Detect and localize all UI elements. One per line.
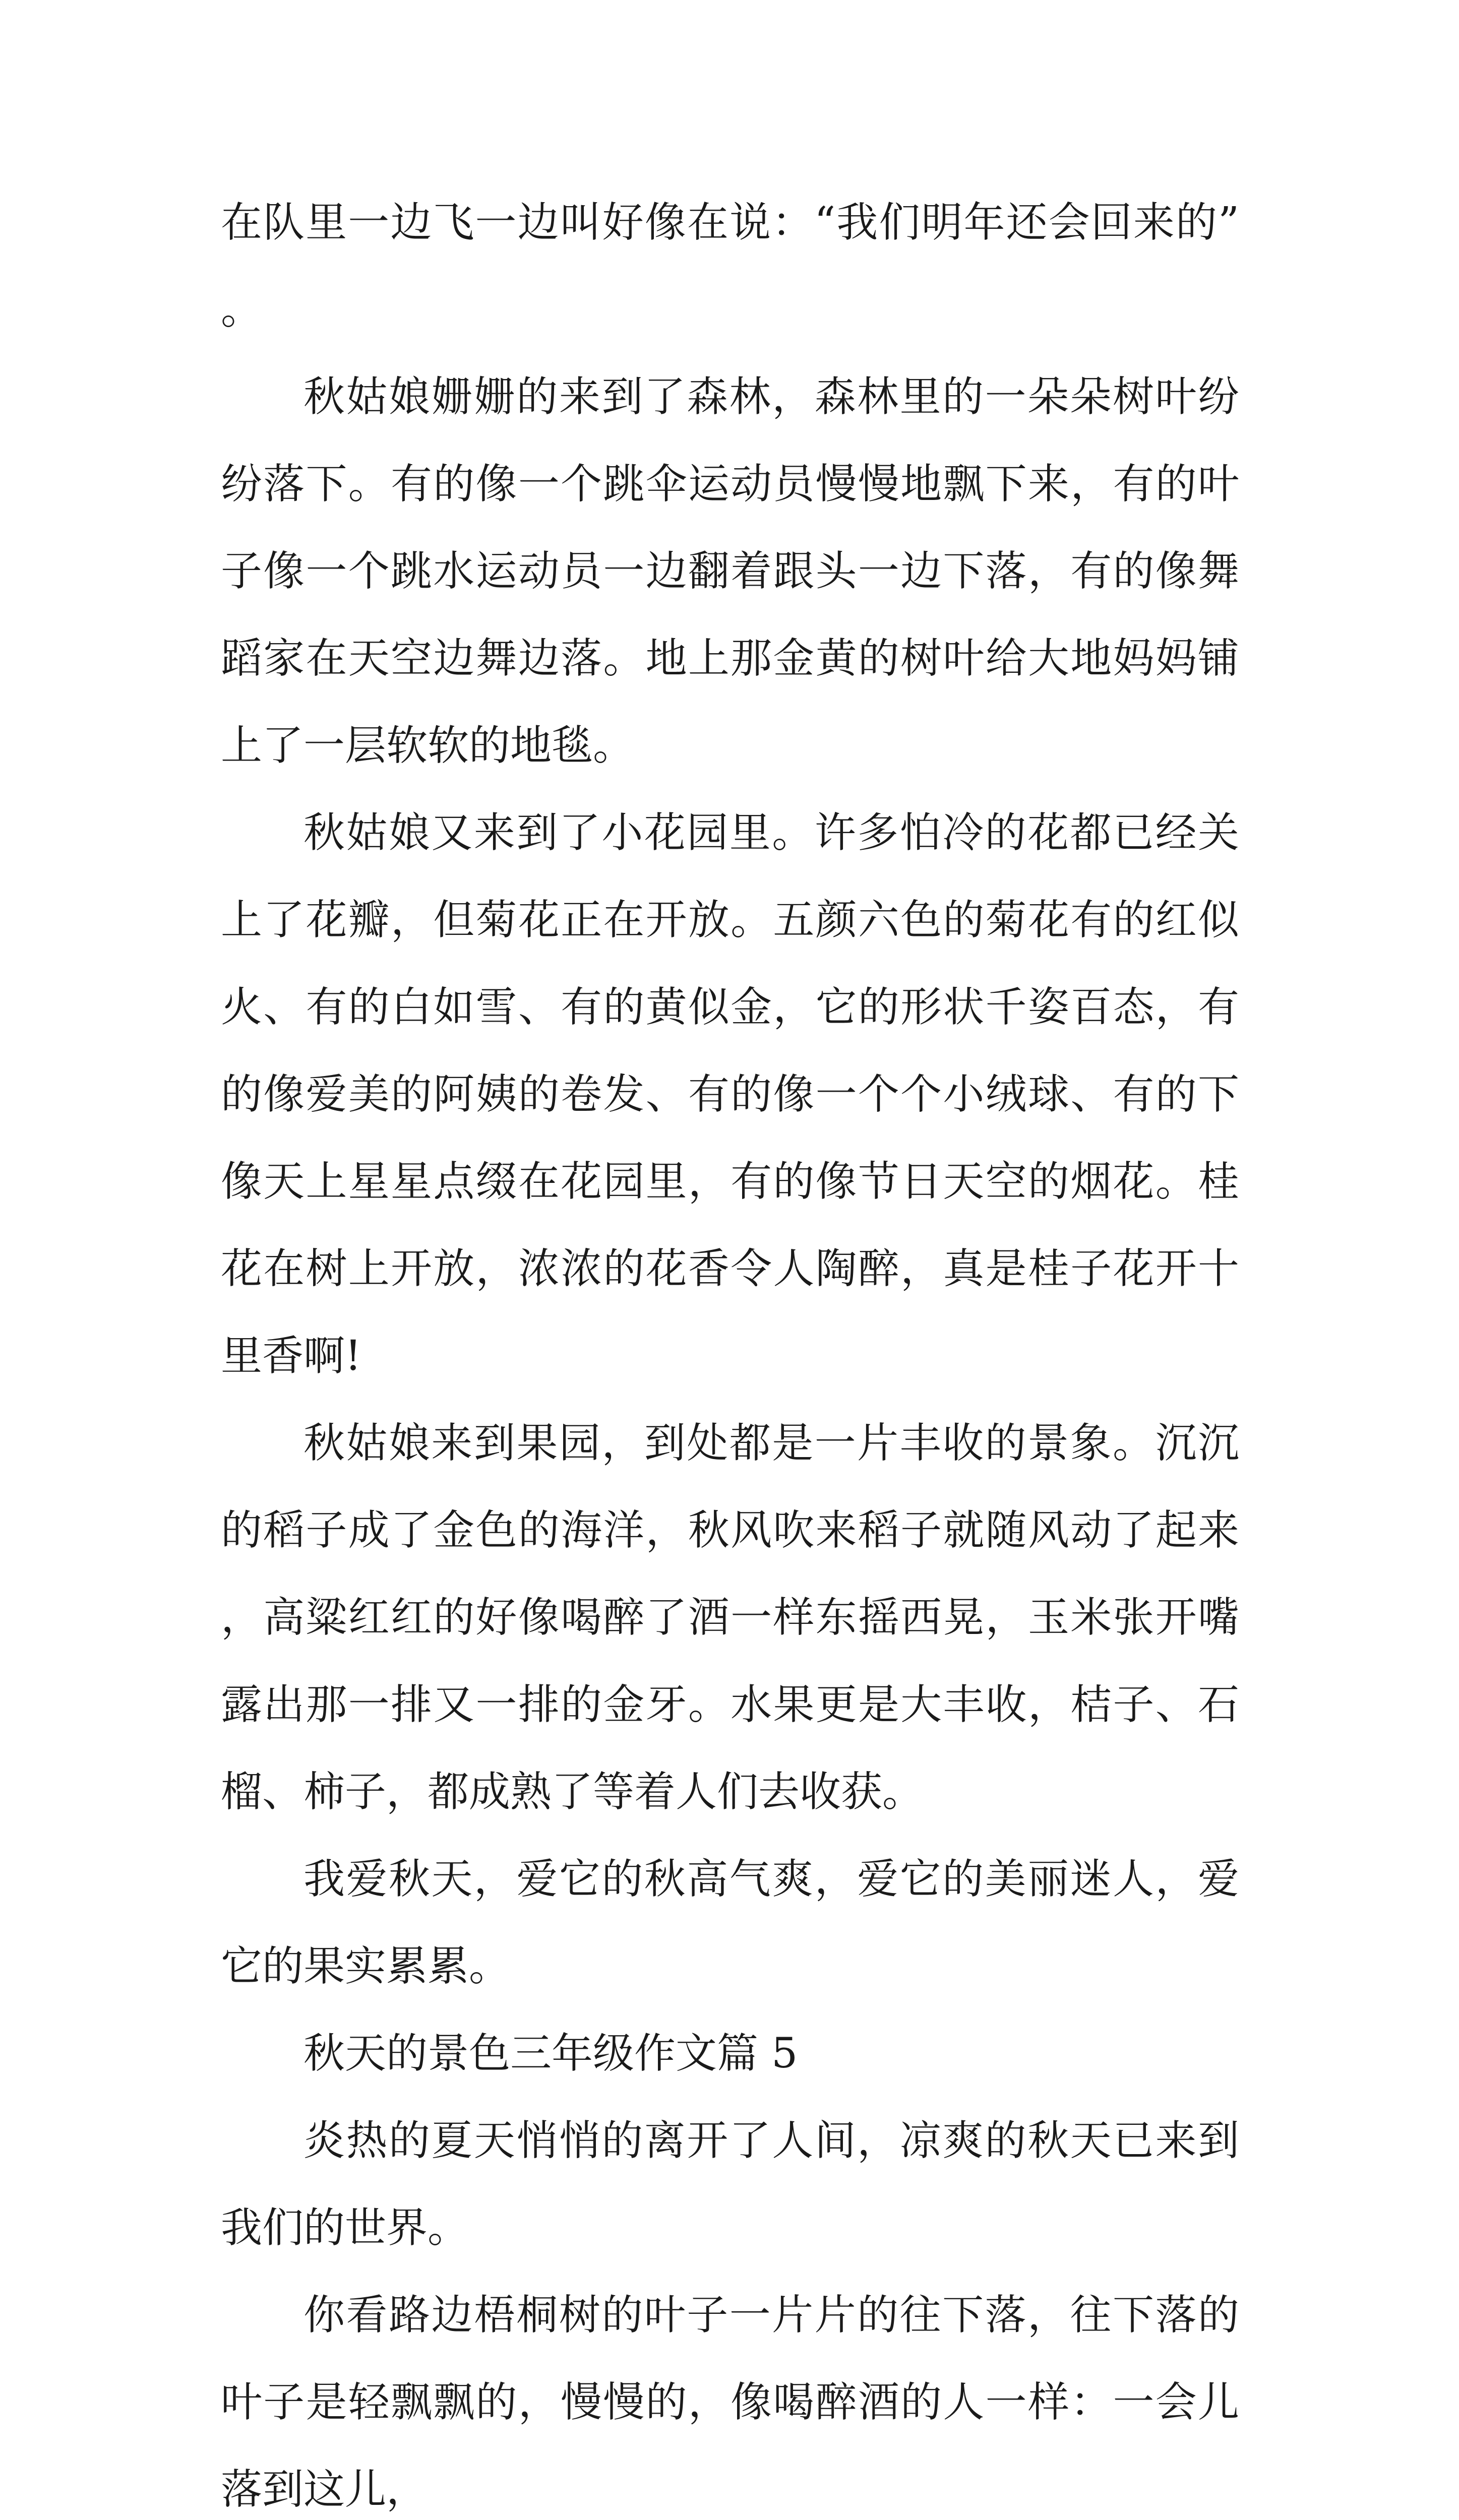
section-heading: 秋天的景色三年级作文篇 5 [303,2030,798,2077]
document-body [221,179,1239,2520]
paragraph-love-autumn: 我爱秋天，爱它的秋高气爽，爱它的美丽迷人，爱它的果实累累。 [221,1855,1239,1990]
paragraph-garden: 秋姑娘又来到了小花园里。许多怕冷的花都已经关上了花瓣，但菊花正在开放。五颜六色的菊花有的红似火、有的白如雪、有的黄似金，它的形状千姿百态，有的像爱美的阿姨的卷发、有的像一个个小绒球、有的下像天上星星点缀在花园里，有的像节日天空的烟花。桂花在树上开放，浓浓的花香令人陶醉，真是桂子花开十里香啊! [221,809,1239,1380]
paragraph-falling-leaves: 你看路边梧桐树的叶子一片片的往下落，往下落的叶子是轻飘飘的，慢慢的，像喝醉酒的人一样：一会儿落到这儿， [221,2291,1239,2513]
paragraph-continuation: 在队里一边飞一边叫好像在说：“我们明年还会回来的”。 [221,199,1239,334]
paragraph-summer-leaves: 炎热的夏天悄悄的离开了人间，凉爽的秋天已来到我们的世界。 [221,2117,1239,2252]
paragraph-forest: 秋姑娘姗姗的来到了森林，森林里的一朵朵树叶纷纷落下。有的像一个跳伞运动员慢慢地飘下来，有的叶子像一个跳水运动员一边翻着跟头一边下落，有的像舞蹈家在天空边舞边落。地上那金黄的树叶给大地妈妈铺上了一层软软的地毯。 [221,373,1239,770]
paragraph-orchard: 秋姑娘来到果园，到处都是一片丰收的景象。沉沉的稻子成了金色的海洋，秋风吹来稻子就随风动了起来，高粱红红的好像喝醉了酒一样东摇西晃，玉米张开嘴露出那一排又一排的金牙。水果更是大丰收，桔子、石榴、柿子，都成熟了等着人们去收获。 [221,1419,1239,1816]
